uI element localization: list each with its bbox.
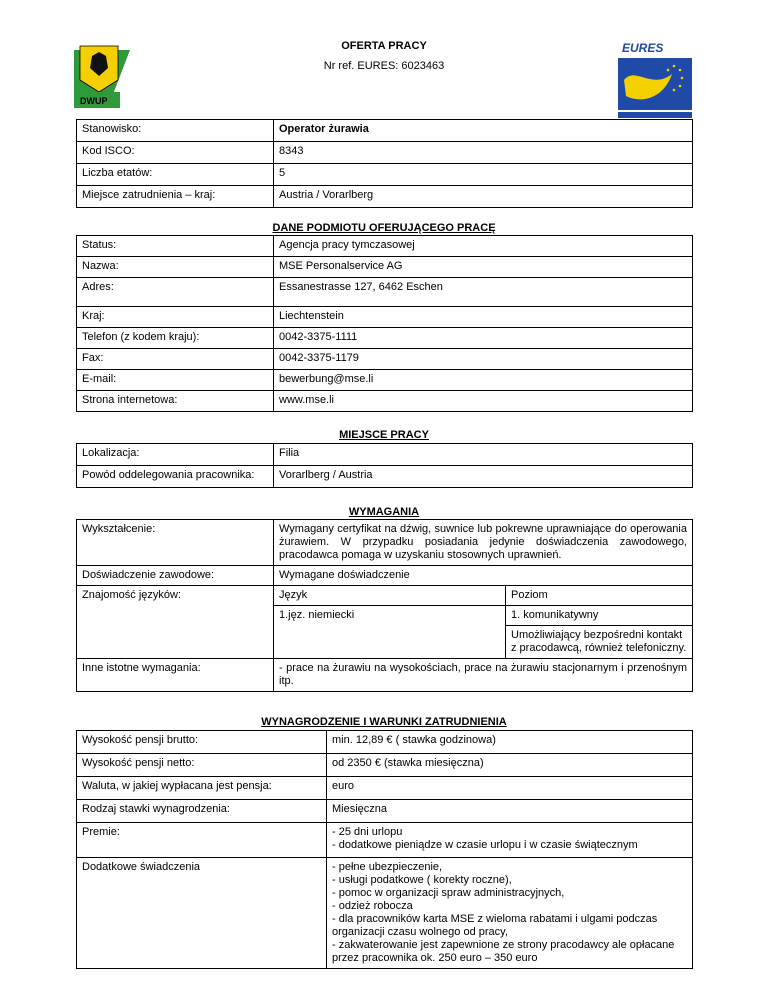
row-label: Wykształcenie: (77, 520, 274, 566)
table-row (77, 566, 693, 586)
benefit-line: - zakwaterowanie jest zapewnione ze strony pracodawcy ale opłacane przez pracownika ok. 250 euro – 350 euro (332, 939, 675, 964)
employer-table (76, 235, 693, 412)
table-row (77, 520, 693, 566)
eures-logo-text: EURES (622, 41, 664, 55)
job-table (76, 119, 693, 208)
row-label: E-mail: (77, 370, 274, 391)
row-label: Nazwa: (77, 257, 274, 278)
row-value: Filia (274, 444, 693, 466)
bonus-value (327, 823, 693, 858)
row-label: Telefon (z kodem kraju): (77, 328, 274, 349)
education-value: Wymagany certyfikat na dźwig, suwnice lub pokrewne uprawniające do operowania żurawiem. W przypadku posiadania jedynie doświadczenia zawodowego, pracodawca pomaga w uzyskaniu stosownych uprawnień. (274, 520, 693, 566)
row-label: Powód oddelegowania pracownika: (77, 466, 274, 488)
row-label: Adres: (77, 278, 274, 307)
row-label: Premie: (77, 823, 327, 858)
row-label: Miejsce zatrudnienia – kraj: (77, 186, 274, 208)
table-row (77, 444, 693, 466)
benefit-line: - pełne ubezpieczenie, (332, 861, 443, 873)
salary-table (76, 730, 693, 969)
language-col-header: Język (274, 586, 506, 606)
row-value: MSE Personalservice AG (274, 257, 693, 278)
row-label: Strona internetowa: (77, 391, 274, 412)
requirements-table (76, 519, 693, 692)
benefit-line: - odzież robocza (332, 900, 413, 912)
table-row (77, 659, 693, 692)
row-value: 0042-3375-1179 (274, 349, 693, 370)
benefit-line: - pomoc w organizacji spraw administracyjnych, (332, 887, 565, 899)
job-title-value: Operator żurawia (274, 120, 693, 142)
table-row (77, 186, 693, 208)
table-row (77, 257, 693, 278)
offer-title: OFERTA PRACY (341, 40, 427, 52)
employer-heading: DANE PODMIOTU OFERUJĄCEGO PRACĘ (272, 222, 496, 234)
row-value: Vorarlberg / Austria (274, 466, 693, 488)
table-row (77, 586, 693, 606)
salary-heading: WYNAGRODZENIE I WARUNKI ZATRUDNIENIA (261, 716, 507, 728)
row-value: bewerbung@mse.li (274, 370, 693, 391)
table-row (77, 120, 693, 142)
bonus-line: - 25 dni urlopu (332, 826, 403, 838)
row-label: Fax: (77, 349, 274, 370)
row-label: Kod ISCO: (77, 142, 274, 164)
table-row (77, 307, 693, 328)
table-row (77, 731, 693, 754)
table-row (77, 236, 693, 257)
workplace-heading: MIEJSCE PRACY (339, 429, 429, 441)
row-value: 0042-3375-1111 (274, 328, 693, 349)
row-label: Dodatkowe świadczenia (77, 858, 327, 969)
row-label: Wysokość pensji brutto: (77, 731, 327, 754)
dwup-logo (70, 42, 150, 112)
row-value: Austria / Vorarlberg (274, 186, 693, 208)
row-label: Inne istotne wymagania: (77, 659, 274, 692)
table-row (77, 278, 693, 307)
row-label: Kraj: (77, 307, 274, 328)
row-label: Wysokość pensji netto: (77, 754, 327, 777)
row-value: euro (327, 777, 693, 800)
language-level: 1. komunikatywny (506, 606, 693, 626)
row-label: Liczba etatów: (77, 164, 274, 186)
bonus-line: - dodatkowe pieniądze w czasie urlopu i w czasie świątecznym (332, 839, 638, 851)
table-row (77, 370, 693, 391)
row-label: Lokalizacja: (77, 444, 274, 466)
table-row (77, 328, 693, 349)
row-value: 5 (274, 164, 693, 186)
row-value: Essanestrasse 127, 6462 Eschen (274, 278, 693, 307)
level-col-header: Poziom (506, 586, 693, 606)
table-row (77, 800, 693, 823)
table-row (77, 823, 693, 858)
table-row (77, 142, 693, 164)
experience-value: Wymagane doświadczenie (274, 566, 693, 586)
workplace-table (76, 443, 693, 488)
row-value: Miesięczna (327, 800, 693, 823)
language-note: Umożliwiający bezpośredni kontakt z pracodawcą, również telefoniczny. (506, 626, 693, 659)
row-label: Waluta, w jakiej wypłacana jest pensja: (77, 777, 327, 800)
row-label: Status: (77, 236, 274, 257)
dwup-logo-text: DWUP (80, 96, 108, 106)
row-value: www.mse.li (274, 391, 693, 412)
eures-logo (612, 40, 698, 120)
row-label: Stanowisko: (77, 120, 274, 142)
table-row (77, 754, 693, 777)
table-row (77, 777, 693, 800)
table-row (77, 466, 693, 488)
row-value: 8343 (274, 142, 693, 164)
row-value: Agencja pracy tymczasowej (274, 236, 693, 257)
table-row (77, 858, 693, 969)
row-value: min. 12,89 € ( stawka godzinowa) (327, 731, 693, 754)
row-value: Liechtenstein (274, 307, 693, 328)
row-label: Rodzaj stawki wynagrodzenia: (77, 800, 327, 823)
benefit-line: - usługi podatkowe ( korekty roczne), (332, 874, 512, 886)
table-row (77, 164, 693, 186)
requirements-heading: WYMAGANIA (348, 506, 420, 518)
other-requirements-value: - prace na żurawiu na wysokościach, prace na żurawiu stacjonarnym i przenośnym itp. (274, 659, 693, 692)
row-label: Znajomość języków: (77, 586, 274, 659)
table-row (77, 349, 693, 370)
row-value: od 2350 € (stawka miesięczna) (327, 754, 693, 777)
table-row (77, 391, 693, 412)
benefits-value (327, 858, 693, 969)
language-name: 1.jęz. niemiecki (274, 606, 506, 659)
row-label: Doświadczenie zawodowe: (77, 566, 274, 586)
reference-number: Nr ref. EURES: 6023463 (323, 60, 445, 72)
benefit-line: - dla pracowników karta MSE z wieloma rabatami i ulgami podczas organizacji czasu wolnego od pracy, (332, 913, 658, 938)
